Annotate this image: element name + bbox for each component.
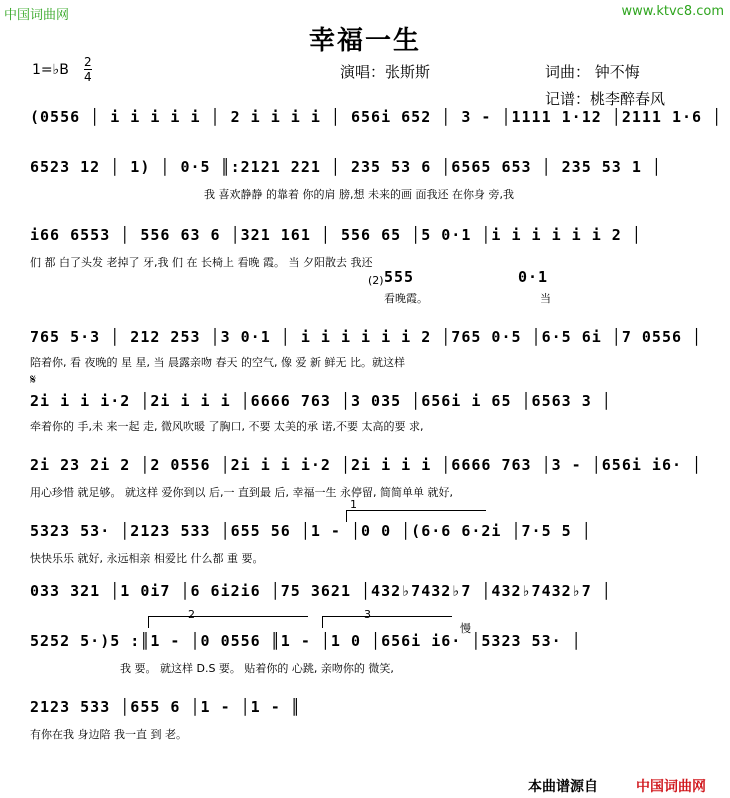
footer-source-label: 本曲谱源自: [528, 779, 598, 795]
meter-bottom: 4: [84, 70, 92, 84]
score-row-3-lyrics: 们 都 白了头发 老掉了 牙,我 们 在 长椅上 看晚 霞。 当 夕阳散去 我还: [30, 256, 373, 269]
score-row-9-lyrics: 我 要。 就这样 D.S 要。 贴着你的 心跳, 亲吻你的 微笑,: [120, 662, 394, 675]
score-row-2-notes: 6523 12 │ 1) │ 0·5 ║:2121 221 │ 235 53 6 │6565 653 │ 235 53 1 │: [30, 158, 662, 176]
alt-ending-notes-2: 0·1: [518, 268, 549, 286]
alt-ending-lyrics: 看晚霞。: [384, 292, 428, 305]
score-row-10-notes: 2123 533 │655 6 │1 - │1 - ║: [30, 698, 301, 716]
transcriber-credit: 记谱：桃李醉春风: [545, 90, 666, 108]
score-row-6-notes: 2i 23 2i 2 │2 0556 │2i i i i·2 │2i i i i │6666 763 │3 - │656i i6· │: [30, 456, 703, 474]
footer-site-link[interactable]: 中国词曲网: [636, 779, 706, 795]
volta-1-label: 1: [350, 498, 357, 511]
alt-ending-marker: (2): [368, 274, 384, 287]
score-row-5-notes: 2i i i i·2 │2i i i i │6666 763 │3 035 │656i i 65 │6563 3 │: [30, 392, 612, 410]
score-row-3-notes: i66 6553 │ 556 63 6 │321 161 │ 556 65 │5 0·1 │i i i i i i 2 │: [30, 226, 642, 244]
key-signature: 1=♭B: [32, 62, 69, 78]
tempo-slow-mark: 慢: [460, 622, 471, 635]
meter-top: 2: [84, 55, 92, 69]
score-row-7-notes: 5323 53· │2123 533 │655 56 │1 - │0 0 │(6·6 6·2i │7·5 5 │: [30, 522, 592, 540]
volta-3-bracket-top: [322, 616, 452, 617]
singer-credit: 演唱：张斯斯: [340, 63, 431, 81]
segno-icon: 𝄋: [30, 372, 37, 388]
composer-credit: 词曲： 钟不悔: [545, 63, 640, 81]
volta-3-bracket-left: [322, 616, 323, 628]
volta-1-bracket-left: [346, 510, 347, 522]
song-title: 幸福一生: [308, 26, 421, 56]
score-row-7-lyrics: 快快乐乐 就好, 永远相亲 相爱比 什么都 重 要。: [30, 552, 264, 565]
score-row-2-lyrics: 我 喜欢静静 的靠着 你的肩 膀,想 未来的画 面我还 在你身 旁,我: [204, 188, 514, 201]
score-row-6-lyrics: 用心珍惜 就足够。 就这样 爱你到以 后,一 直到最 后, 幸福一生 永停留, 简简单单 就好,: [30, 486, 453, 499]
volta-3-label: 3: [364, 608, 371, 621]
time-signature: [84, 56, 92, 83]
score-row-9-notes: 5252 5·)5 :║1 - │0 0556 ║1 - │1 0 │656i i6· │5323 53· │: [30, 632, 582, 650]
score-row-5-lyrics: 牵着你的 手,未 来一起 走, 微风吹暖 了胸口, 不要 太美的承 诺,不要 太高的要 求,: [30, 420, 424, 433]
volta-2-bracket-left: [148, 616, 149, 628]
score-row-8-notes: 033 321 │1 0i7 │6 6i2i6 │75 3621 │432♭7432♭7 │432♭7432♭7 │: [30, 582, 612, 600]
score-row-10-lyrics: 有你在我 身边陪 我一直 到 老。: [30, 728, 187, 741]
alt-ending-lyrics-2: 当: [540, 292, 551, 305]
volta-1-bracket-top: [346, 510, 486, 511]
score-row-1-notes: (0556 │ i i i i i │ 2 i i i i │ 656i 652 │ 3 - │1111 1·12 │2111 1·6 │: [30, 108, 723, 126]
volta-2-bracket-top: [148, 616, 308, 617]
alt-ending-notes: 555: [384, 268, 415, 286]
watermark-left: 中国词曲网: [4, 8, 70, 23]
volta-2-label: 2: [188, 608, 195, 621]
watermark-right: www.ktvc8.com: [621, 4, 724, 19]
score-row-4-notes: 765 5·3 │ 212 253 │3 0·1 │ i i i i i i 2 │765 0·5 │6·5 6i │7 0556 │: [30, 328, 703, 346]
score-row-4-lyrics: 陪着你, 看 夜晚的 星 星, 当 晨露亲吻 春天 的空气, 像 爱 新 鲜无 比。就这样: [30, 356, 405, 369]
